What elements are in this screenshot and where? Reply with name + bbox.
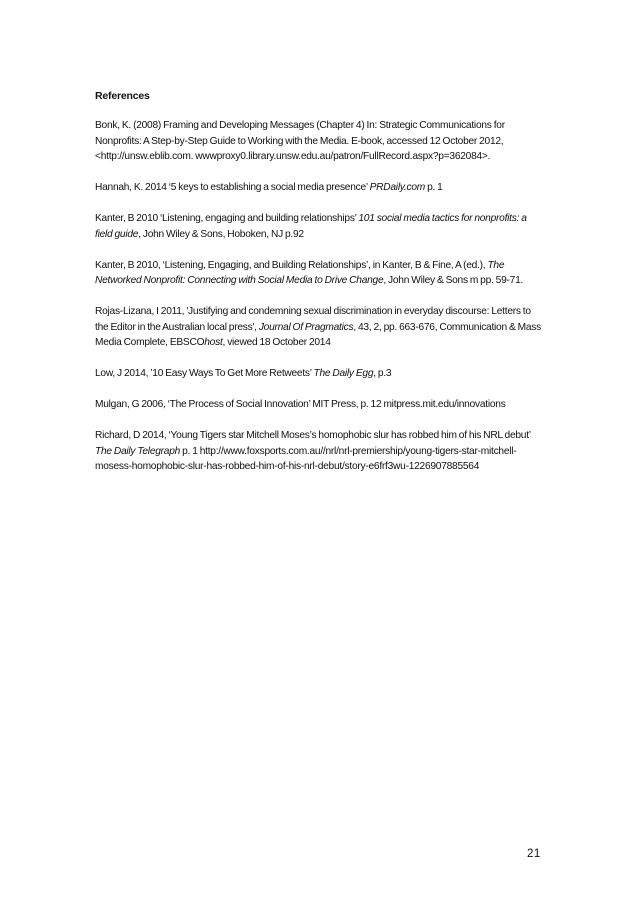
reference-text: Low, J 2014, ’10 Easy Ways To Get More Retweets’: [95, 368, 314, 379]
reference-entry: [95, 211, 545, 242]
reference-text: Bonk, K. (2008) Framing and Developing Messages (Chapter 4) In: Strategic Communications for Nonprofits: A Step-by-Step Guide to Working with the Media. E-book, accessed 12 October 2012, <http://unsw.eblib.com. wwwproxy0.library.unsw.edu.au/patron/FullRecord.aspx?p=362084>.: [95, 120, 505, 162]
page-number: 21: [527, 848, 541, 860]
reference-title: 101 social media tactics for nonprofits: a field guide: [95, 213, 527, 240]
reference-entry: [95, 397, 545, 413]
reference-text: , viewed 18 October 2014: [222, 337, 331, 348]
references-section: [95, 90, 545, 490]
reference-text: Kanter, B 2010 ‘Listening, engaging and building relationships’: [95, 213, 359, 224]
reference-text: Richard, D 2014, ‘Young Tigers star Mitchell Moses’s homophobic slur has robbed him of his NRL debut’: [95, 430, 531, 441]
references-heading: References: [95, 90, 150, 102]
reference-entry: [95, 366, 545, 382]
reference-text: , p.3: [373, 368, 392, 379]
reference-text: , John Wiley & Sons, Hoboken, NJ p.92: [138, 228, 304, 240]
reference-title: Journal Of Pragmatics: [258, 321, 354, 333]
reference-text: Kanter, B 2010, ‘Listening, Engaging, and Building Relationships’, in Kanter, B & Fine, A (ed.),: [95, 259, 488, 271]
reference-title: The Daily Egg: [313, 368, 374, 379]
reference-text: , 43, 2, pp. 663-676, Communication & Mass Media Complete, EBSCO: [95, 321, 541, 348]
reference-text: Mulgan, G 2006, ‘The Process of Social Innovation’ MIT Press, p. 12 mitpress.mit.edu/innovations: [95, 399, 506, 410]
reference-entry: [95, 304, 545, 351]
reference-text: Hannah, K. 2014 ‘5 keys to establishing a social media presence’: [95, 182, 370, 193]
reference-title: PRDaily.com: [369, 182, 425, 193]
reference-text: , John Wiley & Sons m pp. 59-71.: [383, 275, 524, 286]
reference-entry: [95, 118, 545, 165]
reference-title: host: [204, 337, 223, 348]
reference-entry: [95, 258, 545, 289]
reference-title: The Daily Telegraph: [95, 445, 181, 457]
reference-text: p. 1 http://www.foxsports.com.au//nrl/nrl-premiership/young-tigers-star-mitchell-mosess-homophobic-slur-has-robbed-him-of-his-nrl-debut/story-e6frf3wu-1226907885564: [95, 445, 517, 472]
reference-text: p. 1: [425, 182, 443, 193]
reference-title: The Networked Nonprofit: Connecting with Social Media to Drive Change: [95, 259, 505, 286]
reference-entry: [95, 180, 545, 196]
reference-text: Rojas-Lizana, I 2011, 'Justifying and condemning sexual discrimination in everyday discourse: Letters to the Editor in the Australian local press',: [95, 306, 531, 333]
reference-entry: [95, 428, 545, 475]
